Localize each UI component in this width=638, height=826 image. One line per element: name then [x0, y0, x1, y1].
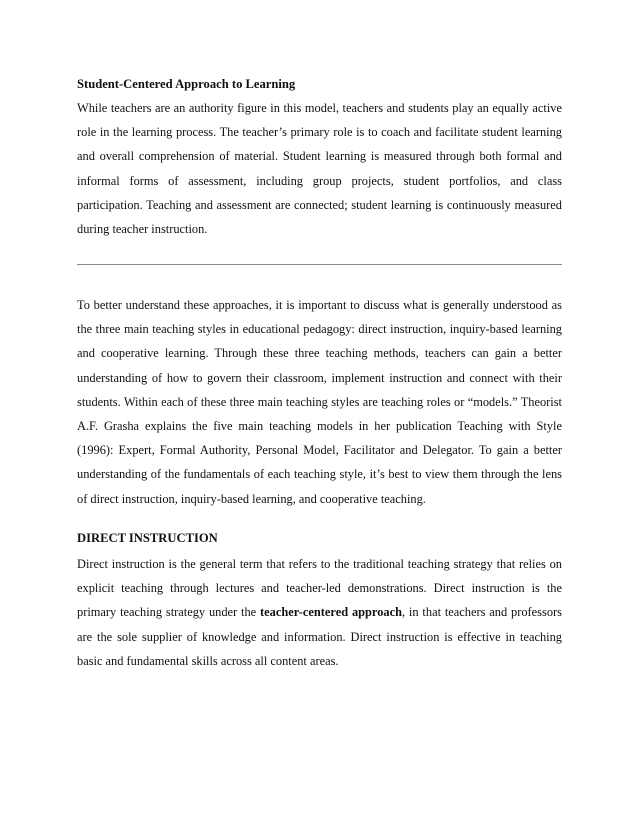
paragraph-teaching-styles: To better understand these approaches, it is important to discuss what is generally understood as the three main teaching styles in educational pedagogy: direct instruction, inquiry-based learning and cooperative learning. Through these three teaching methods, teachers can gain a better understanding of how to govern their classroom, implement instruction and connect with their students. Within each of these three main teaching styles are teaching roles or “models.” Theorist A.F. Grasha explains the five main teaching models in her publication Teaching with Style (1996): Expert, Formal Authority, Personal Model, Facilitator and Delegator. To gain a better understanding of the fundamentals of each teaching style, it’s best to view them through the lens of direct instruction, inquiry-based learning, and cooperative teaching.: [77, 298, 562, 506]
section-heading-student-centered: Student-Centered Approach to Learning: [77, 77, 296, 91]
direct-instruction-bold-term: teacher-centered approach: [260, 605, 402, 620]
horizontal-divider: [77, 264, 562, 265]
paragraph-student-centered: While teachers are an authority figure in this model, teachers and students play an equally active role in the learning process. The teacher’s primary role is to coach and facilitate student learning and overall comprehension of material. Student learning is measured through both formal and informal forms of assessment, including group projects, student portfolios, and class participation. Teaching and assessment are connected; student learning is continuously measured during teacher instruction.: [77, 101, 562, 237]
section-heading-direct-instruction: DIRECT INSTRUCTION: [77, 531, 218, 545]
direct-instruction-text-1: Direct instruction is the general term that refers to the traditional teaching strategy that relies on explicit teaching through lectures and teacher-led demonstrations. Direct instruction is the primary teaching strategy under the: [77, 557, 562, 620]
paragraph-direct-instruction: [77, 552, 562, 673]
direct-instruction-text-2: , in that teachers and professors are the sole supplier of knowledge and information. Direct instruction is effective in teaching basic and fundamental skills across all content areas.: [77, 605, 562, 668]
